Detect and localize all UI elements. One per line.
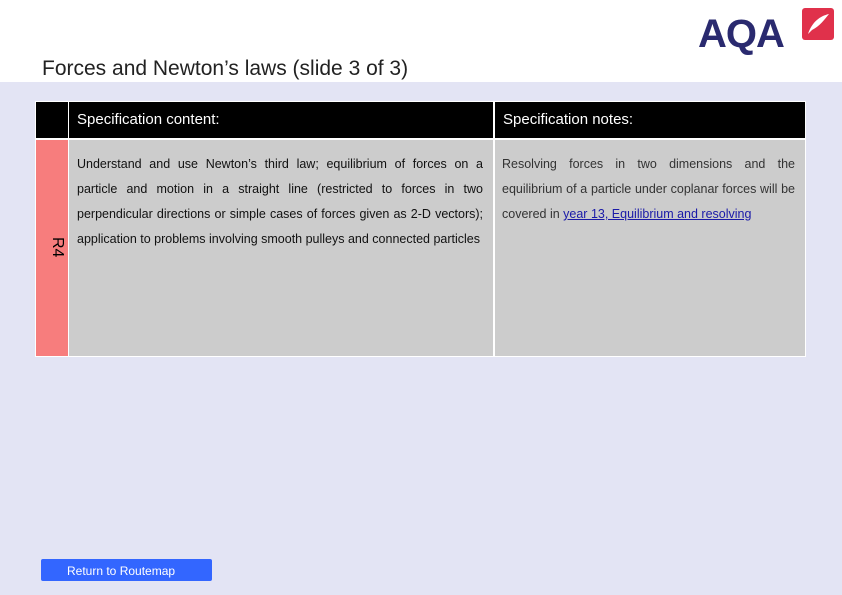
notes-text: Resolving forces in two dimensions and the equilibrium of a particle under coplanar forces will be covered in (502, 157, 795, 221)
page-title: Forces and Newton’s laws (slide 3 of 3) (42, 57, 409, 80)
notes-cell (495, 140, 805, 356)
content-cell: Understand and use Newton’s third law; equilibrium of forces on a particle and motion in a straight line (restricted to forces in two perpendicular directions or simple cases of forces given as 2-D vectors); application to problems involving smooth pulleys and connected particles (69, 140, 493, 356)
header-corner (36, 102, 68, 138)
header-content: Specification content: (69, 102, 493, 138)
logo-text: AQA (698, 12, 784, 56)
aqa-mark-icon (802, 8, 834, 40)
equilibrium-link[interactable]: year 13, Equilibrium and resolving (563, 207, 752, 221)
row-label-text: R4 (49, 236, 66, 258)
header-notes: Specification notes: (495, 102, 805, 138)
return-to-routemap-button[interactable]: Return to Routemap (41, 559, 212, 581)
slide-header (0, 0, 842, 82)
aqa-logo (698, 8, 834, 60)
row-label (36, 140, 68, 356)
specification-table (35, 101, 806, 357)
